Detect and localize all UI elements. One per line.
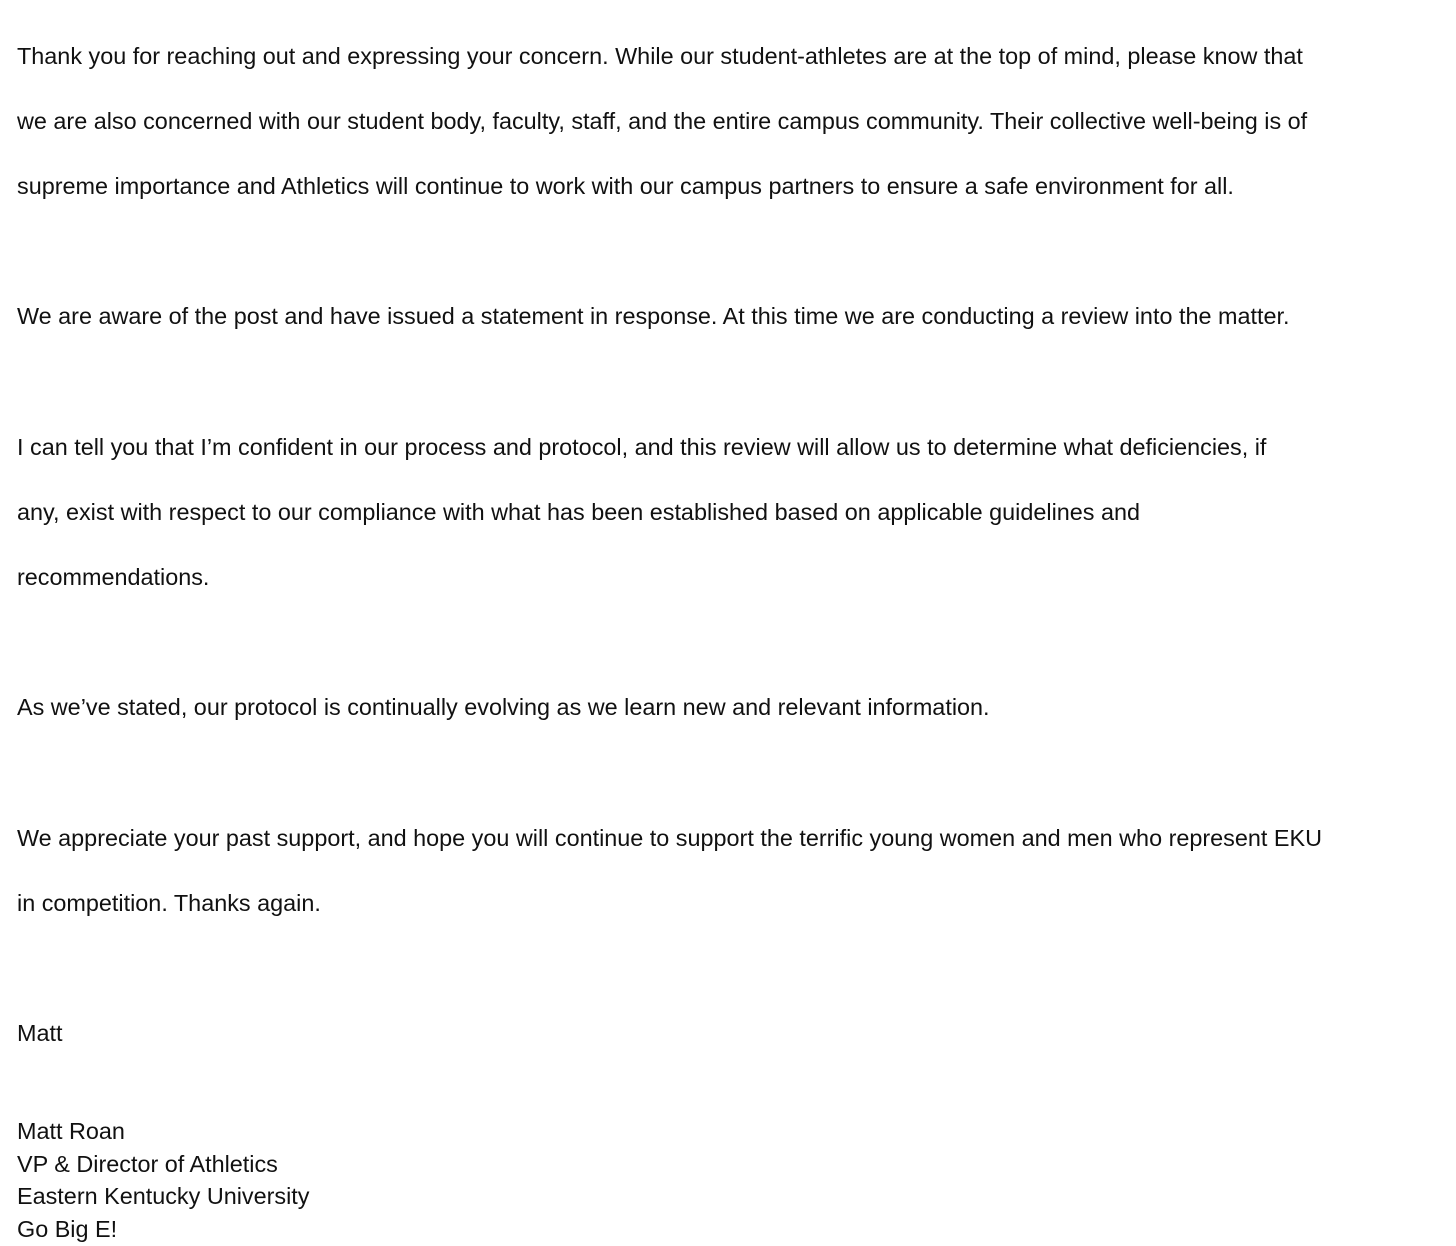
paragraph-protocol bbox=[17, 659, 1449, 757]
signoff-name: Matt bbox=[17, 1020, 63, 1047]
signature-slogan: Go Big E! bbox=[17, 1215, 118, 1242]
paragraph-appreciate bbox=[17, 789, 1449, 952]
paragraph-confident bbox=[17, 398, 1449, 626]
text-line: We are aware of the post and have issued a statement in response. At this time we are conducting a review into the matter. bbox=[17, 303, 1290, 330]
text-line: We appreciate your past support, and hope you will continue to support the terrific young women and men who represent EKU bbox=[17, 824, 1322, 851]
text-line: As we’ve stated, our protocol is continually evolving as we learn new and relevant information. bbox=[17, 694, 990, 721]
signature-organization: Eastern Kentucky University bbox=[17, 1183, 310, 1210]
text-line: I can tell you that I’m confident in our process and protocol, and this review will allow us to determine what deficiencies, if bbox=[17, 433, 1267, 460]
text-line: supreme importance and Athletics will continue to work with our campus partners to ensure a safe environment for all. bbox=[17, 172, 1234, 199]
text-line: Thank you for reaching out and expressing your concern. While our student-athletes are at the top of mind, please know that bbox=[17, 42, 1303, 69]
signature-block bbox=[17, 1115, 1449, 1245]
text-line: any, exist with respect to our compliance with what has been established based on applicable guidelines and bbox=[17, 498, 1141, 525]
text-line: we are also concerned with our student body, faculty, staff, and the entire campus community. Their collective well-being is of bbox=[17, 107, 1308, 134]
text-line: recommendations. bbox=[17, 564, 210, 591]
signature-title: VP & Director of Athletics bbox=[17, 1150, 278, 1177]
paragraph-aware bbox=[17, 268, 1449, 366]
signoff bbox=[17, 985, 1449, 1083]
text-line: in competition. Thanks again. bbox=[17, 890, 321, 917]
letter-body bbox=[17, 7, 1449, 1246]
paragraph-thanks bbox=[17, 7, 1449, 235]
signature-name: Matt Roan bbox=[17, 1118, 125, 1145]
